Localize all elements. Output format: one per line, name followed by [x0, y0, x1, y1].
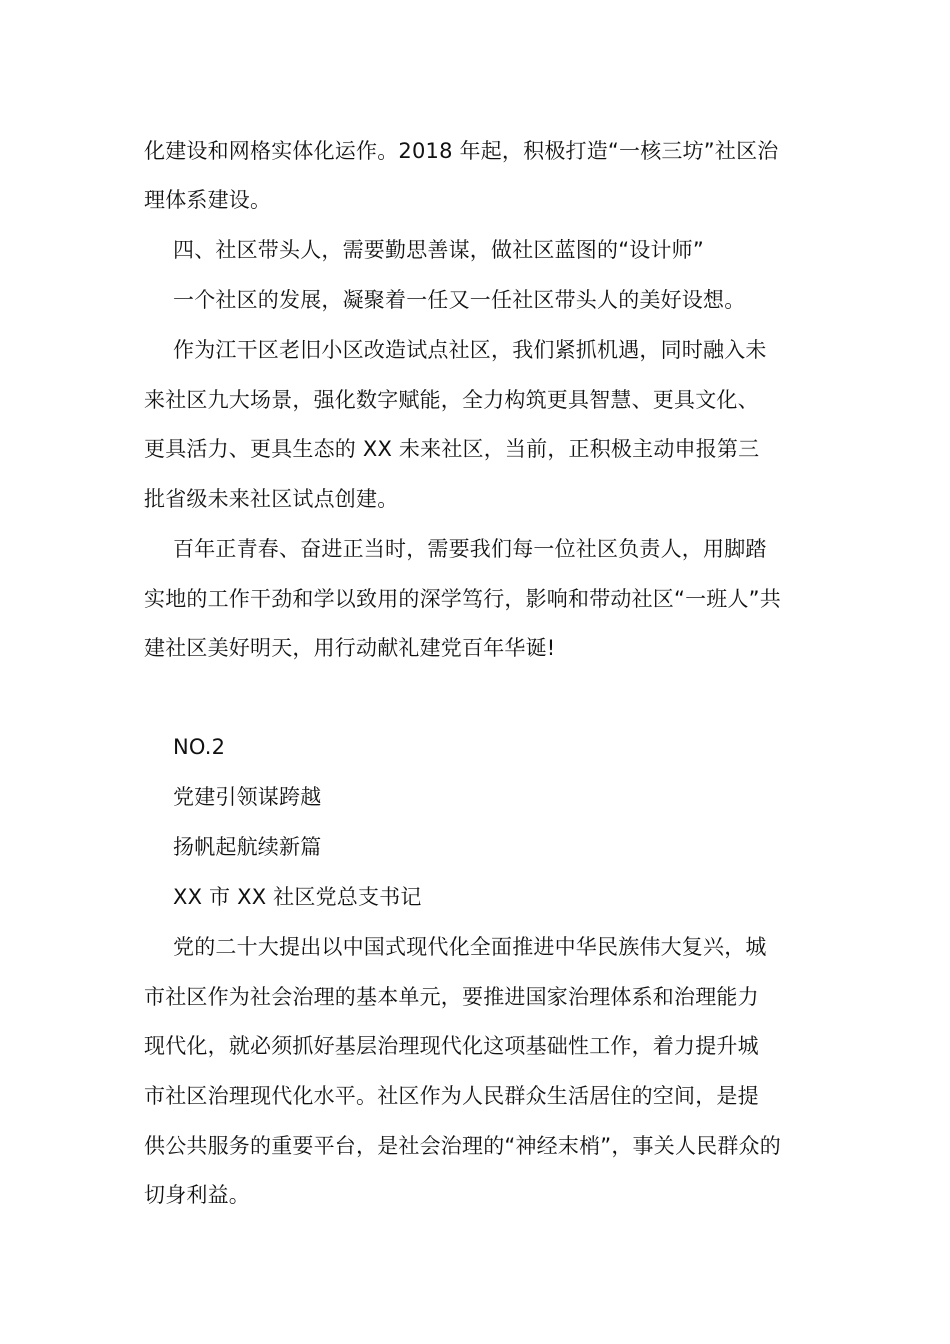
body-text-line: 百年正青春、奋进正当时，需要我们每一位社区负责人，用脚踏	[173, 537, 767, 561]
body-text-line: 作为江干区老旧小区改造试点社区，我们紧抓机遇，同时融入未	[173, 338, 767, 362]
article-title-line-2: 扬帆起航续新篇	[173, 835, 322, 859]
body-text-line: 供公共服务的重要平台，是社会治理的“神经末梢”，事关人民群众的	[144, 1134, 781, 1158]
body-text-line: 市社区作为社会治理的基本单元，要推进国家治理体系和治理能力	[144, 985, 759, 1009]
body-text-line: 党的二十大提出以中国式现代化全面推进中华民族伟大复兴，城	[173, 935, 767, 959]
section-heading: 四、社区带头人，需要勤思善谋，做社区蓝图的“设计师”	[173, 238, 704, 262]
body-text-line: 化建设和网格实体化运作。2018 年起，积极打造“一核三坊”社区治	[144, 139, 779, 163]
body-text-line: 现代化，就必须抓好基层治理现代化这项基础性工作，着力提升城	[144, 1034, 759, 1058]
body-text-line: 更具活力、更具生态的 XX 未来社区，当前，正积极主动申报第三	[144, 437, 760, 461]
body-text-line: 实地的工作干劲和学以致用的深学笃行，影响和带动社区“一班人”共	[144, 587, 781, 611]
body-text-line: 市社区治理现代化水平。社区作为人民群众生活居住的空间，是提	[144, 1084, 759, 1108]
body-text-line: 批省级未来社区试点创建。	[144, 487, 399, 511]
author-line: XX 市 XX 社区党总支书记	[173, 885, 422, 909]
article-title-line-1: 党建引领谋跨越	[173, 785, 322, 809]
body-text-line: 来社区九大场景，强化数字赋能，全力构筑更具智慧、更具文化、	[144, 388, 759, 412]
body-text-line: 建社区美好明天，用行动献礼建党百年华诞!	[144, 636, 556, 660]
body-text-line: 切身利益。	[144, 1183, 250, 1207]
body-text-line: 一个社区的发展，凝聚着一任又一任社区带头人的美好设想。	[173, 288, 746, 312]
section-number: NO.2	[173, 735, 226, 759]
body-text-line: 理体系建设。	[144, 188, 272, 212]
